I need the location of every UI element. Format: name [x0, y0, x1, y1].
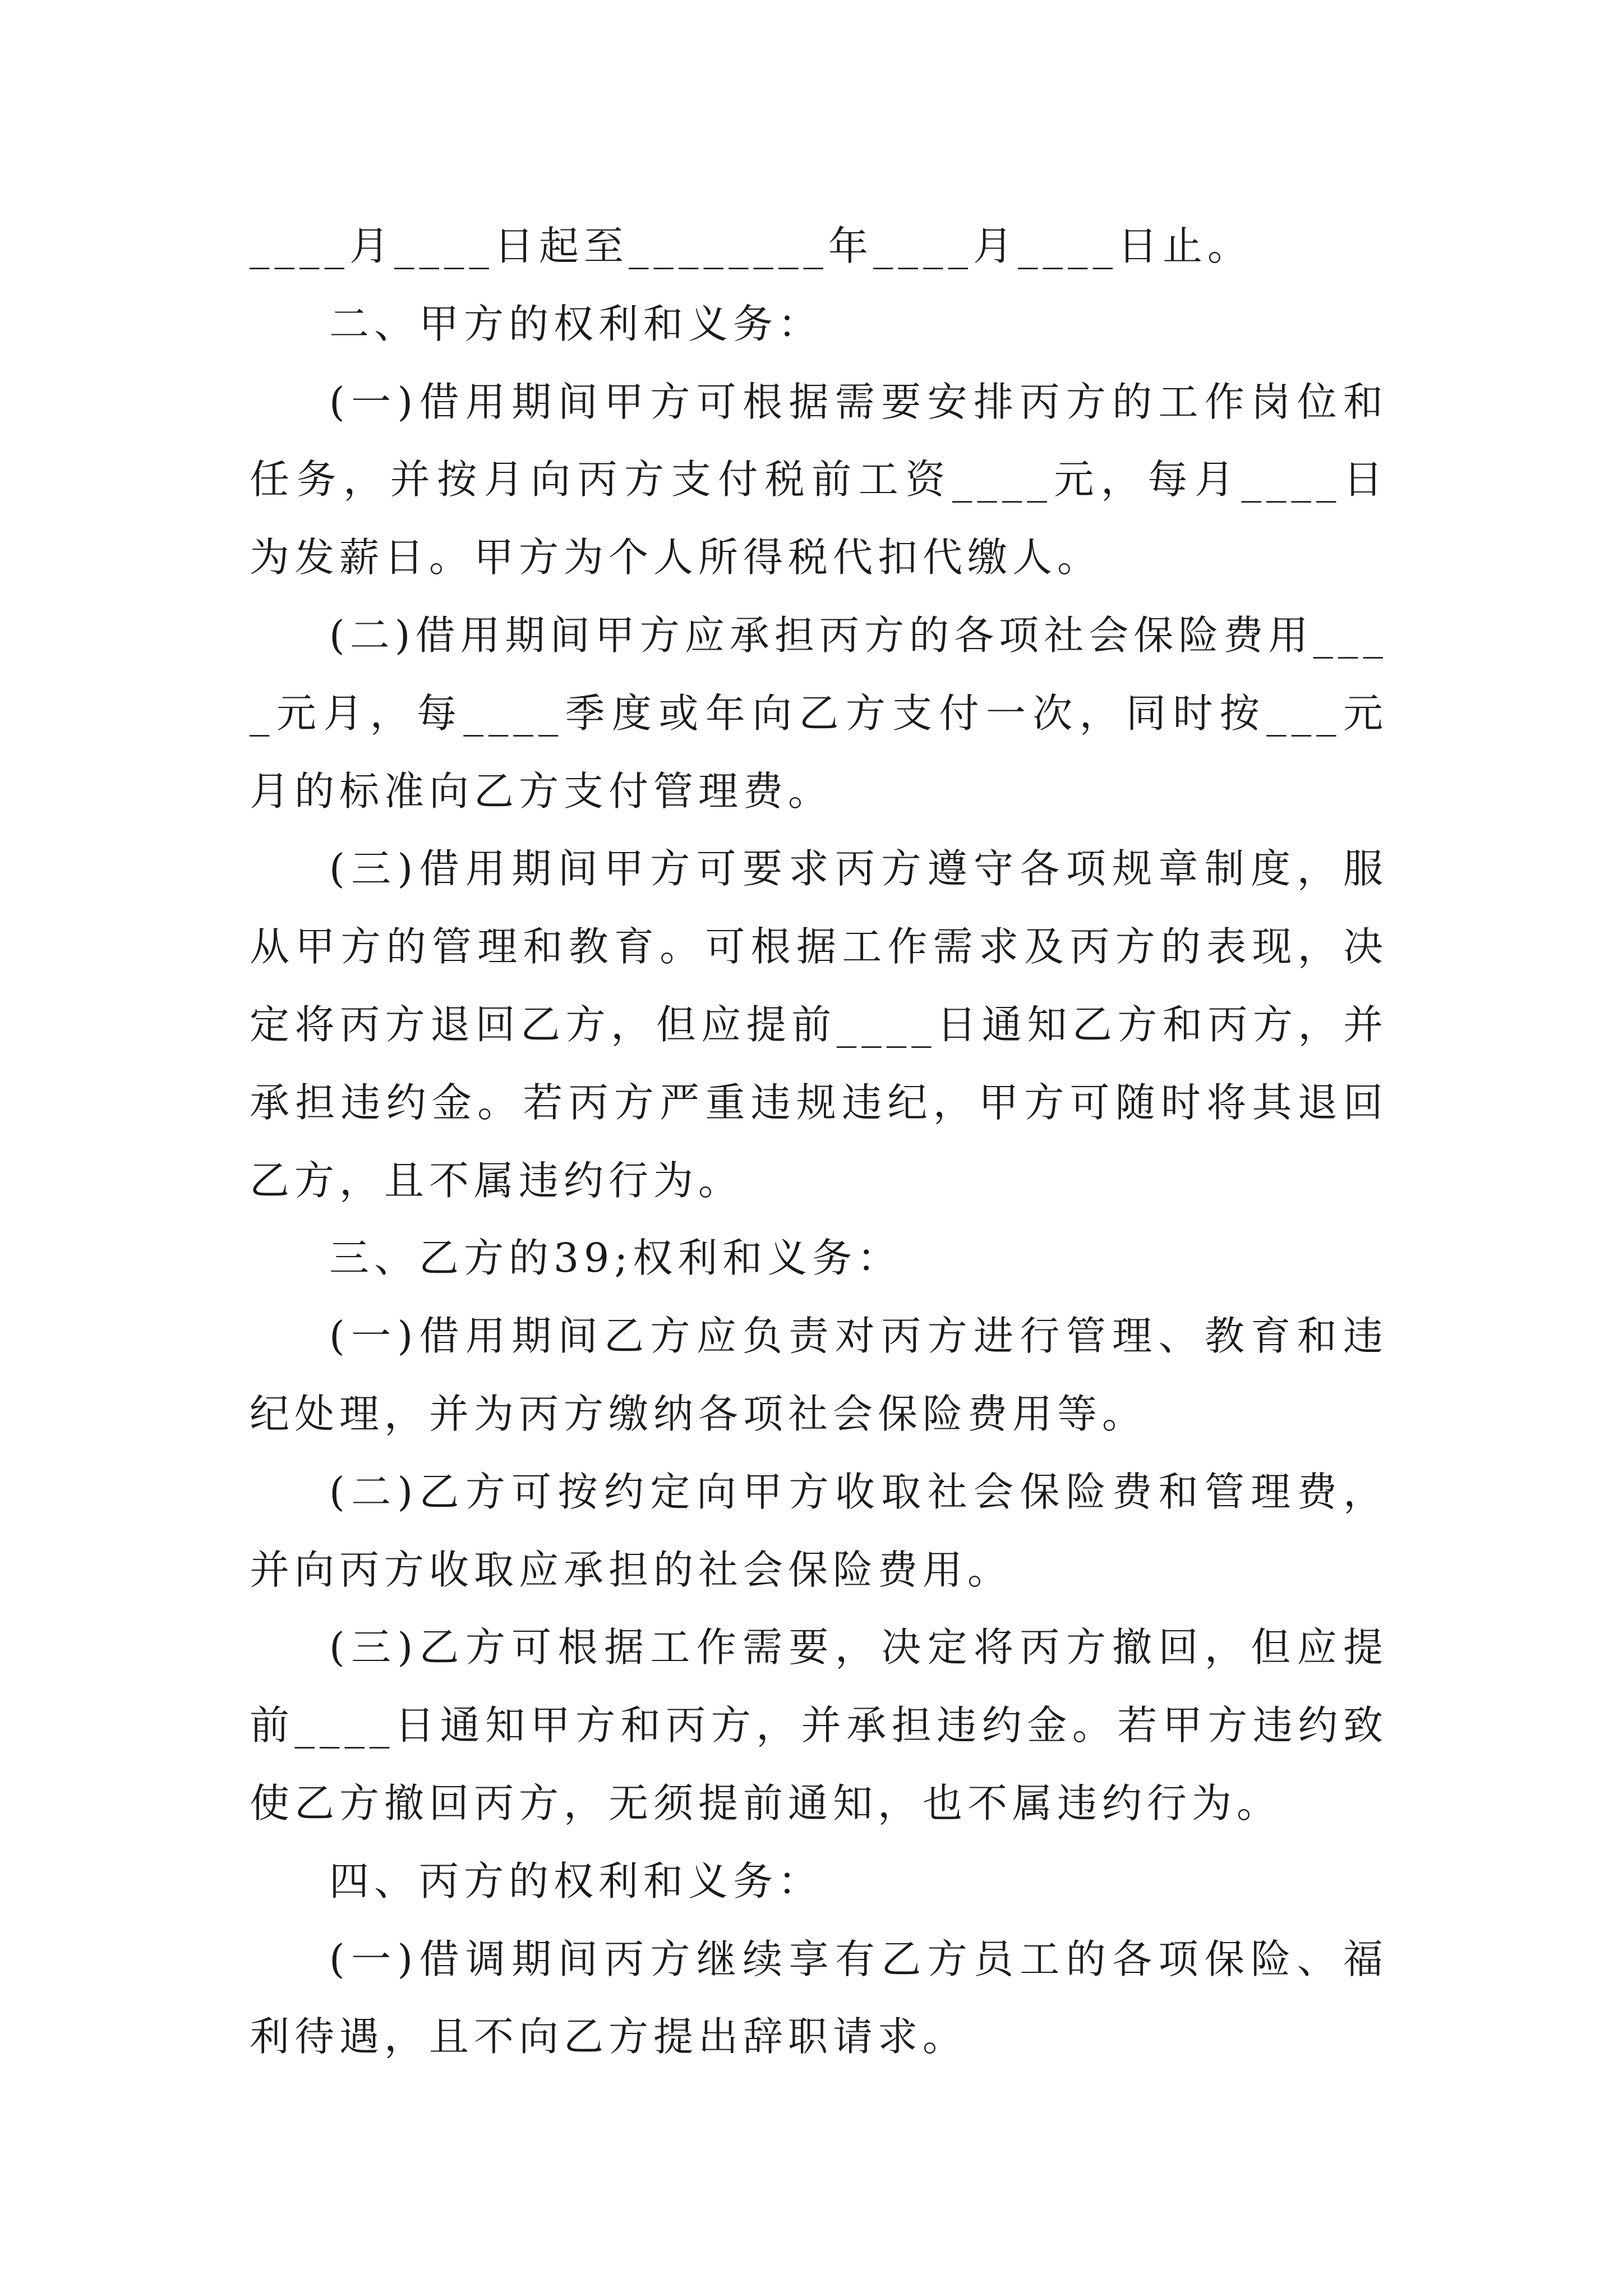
paragraph-party-b-clause-2: (二)乙方可按约定向甲方收取社会保险费和管理费，并向丙方收取应承担的社会保险费用。 [250, 1468, 1388, 1593]
paragraph-party-b-clause-1: (一)借用期间乙方应负责对丙方进行管理、教育和违纪处理，并为丙方缴纳各项社会保险费用等。 [250, 1313, 1388, 1437]
heading-party-a-rights: 二、甲方的权利和义务： [329, 300, 823, 347]
paragraph-term-end-date: ____月____日起至________年____月____日止。 [250, 223, 1253, 269]
document-body [250, 208, 1388, 2076]
heading-party-b-rights: 三、乙方的39;权利和义务： [329, 1235, 902, 1282]
paragraph-party-a-clause-3: (三)借用期间甲方可要求丙方遵守各项规章制度，服从甲方的管理和教育。可根据工作需求及丙方的表现，决定将丙方退回乙方，但应提前____日通知乙方和丙方，并承担违约金。若丙方严重违规违纪，甲方可随时将其退回乙方，且不属违约行为。 [250, 845, 1388, 1204]
heading-party-c-rights: 四、丙方的权利和义务： [329, 1857, 823, 1904]
paragraph-party-b-clause-3: (三)乙方可根据工作需要，决定将丙方撤回，但应提前____日通知甲方和丙方，并承担违约金。若甲方违约致使乙方撤回丙方，无须提前通知，也不属违约行为。 [250, 1624, 1388, 1826]
paragraph-party-c-clause-1: (一)借调期间丙方继续享有乙方员工的各项保险、福利待遇，且不向乙方提出辞职请求。 [250, 1935, 1388, 2060]
paragraph-party-a-clause-2: (二)借用期间甲方应承担丙方的各项社会保险费用____元月，每____季度或年向乙方支付一次，同时按___元月的标准向乙方支付管理费。 [250, 611, 1388, 815]
paragraph-party-a-clause-1: (一)借用期间甲方可根据需要安排丙方的工作岗位和任务，并按月向丙方支付税前工资____元，每月____日为发薪日。甲方为个人所得税代扣代缴人。 [250, 378, 1388, 581]
